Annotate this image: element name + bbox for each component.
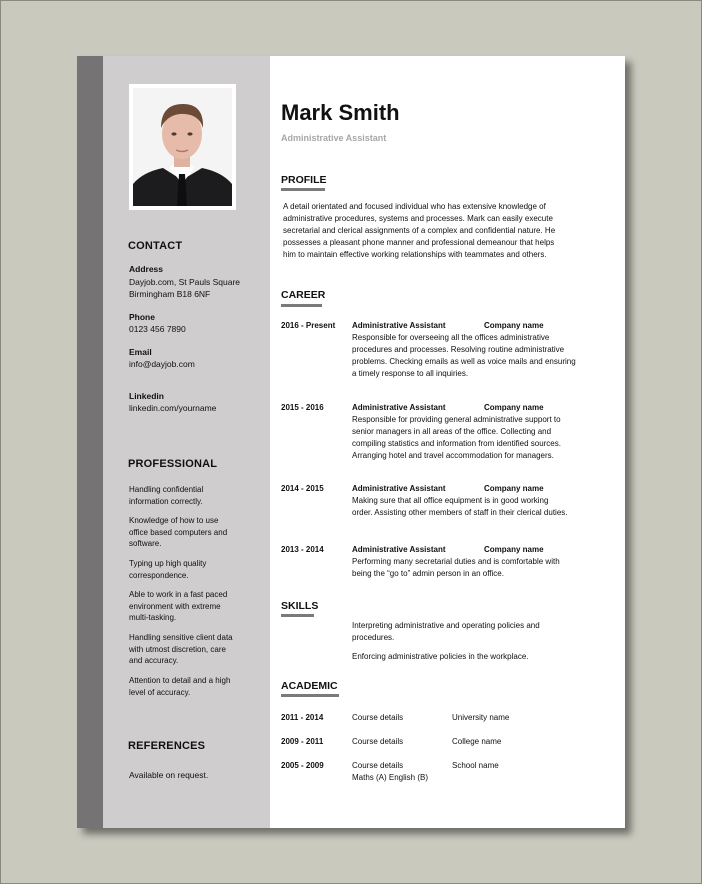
job-dates: 2013 - 2014 <box>281 545 324 554</box>
job-company: Company name <box>484 321 544 330</box>
job-company: Company name <box>484 403 544 412</box>
address-label: Address <box>129 264 164 274</box>
references-text: Available on request. <box>129 770 209 780</box>
profile-heading: PROFILE <box>281 174 327 186</box>
side-accent-bar <box>77 56 103 828</box>
profile-heading-underline <box>281 188 325 191</box>
professional-item: Able to work in a fast paced environment with extreme multi-tasking. <box>129 590 228 622</box>
academic-dates: 2011 - 2014 <box>281 713 324 722</box>
academic-heading-underline <box>281 694 339 697</box>
professional-item: Attention to detail and a high level of accuracy. <box>129 676 231 697</box>
institution-name: School name <box>452 761 499 770</box>
job-company: Company name <box>484 484 544 493</box>
address-line-2: Birmingham B18 6NF <box>129 289 211 299</box>
professional-item: Handling sensitive client data with utmost discretion, care and accuracy. <box>129 633 233 665</box>
candidate-name: Mark Smith <box>281 100 400 125</box>
institution-name: University name <box>452 713 510 722</box>
job-title: Administrative Assistant <box>352 545 446 554</box>
skills-heading: SKILLS <box>281 600 319 612</box>
career-heading: CAREER <box>281 289 326 301</box>
professional-item: Typing up high quality correspondence. <box>129 559 207 580</box>
professional-item: Handling confidential information correctly. <box>129 485 204 506</box>
job-description: Responsible for overseeing all the offices administrative procedures and processes. Resolving routine administrative problems. Checking emails as well as voice mails and ensuring a timely response to all inquiries. <box>352 333 576 378</box>
linkedin-label: Linkedin <box>129 391 164 401</box>
profile-photo <box>129 84 236 210</box>
contact-heading: CONTACT <box>128 240 183 252</box>
academic-heading: ACADEMIC <box>281 680 338 692</box>
course-details: Course details <box>352 737 404 746</box>
job-description: Responsible for providing general administrative support to senior managers in all areas of the office. Collecting and compiling statistics and information from identified sources. Arranging hotel and travel accommodation for managers. <box>352 415 561 460</box>
phone-label: Phone <box>129 312 155 322</box>
email-label: Email <box>129 347 152 357</box>
cv-page <box>77 56 625 828</box>
job-description: Performing many secretarial duties and is comfortable with being the “go to” admin person in an office. <box>352 557 560 578</box>
skill-item: Interpreting administrative and operating policies and procedures. <box>352 621 540 642</box>
job-dates: 2015 - 2016 <box>281 403 324 412</box>
professional-heading: PROFESSIONAL <box>128 458 218 470</box>
skill-item: Enforcing administrative policies in the workplace. <box>352 652 529 661</box>
professional-item: Knowledge of how to use office based computers and software. <box>129 516 228 548</box>
profile-text: A detail orientated and focused individual who has extensive knowledge of administrative procedures, systems and processes. Mark can easily execute secretarial and clerical assignments of a complex and confidential nature. He possesses a pleasant phone manner and professional demeanour that helps him to maintain effective working relationships with teammates and others. <box>283 202 556 259</box>
job-title: Administrative Assistant <box>352 321 446 330</box>
linkedin-link[interactable]: linkedin.com/yourname <box>129 403 217 413</box>
references-heading: REFERENCES <box>128 740 206 752</box>
course-details: Course details <box>352 761 404 770</box>
email-link[interactable]: info@dayjob.com <box>129 359 195 369</box>
course-details: Course details <box>352 713 404 722</box>
job-title: Administrative Assistant <box>352 484 446 493</box>
grades: Maths (A) English (B) <box>352 773 429 782</box>
skills-heading-underline <box>281 614 314 617</box>
job-dates: 2014 - 2015 <box>281 484 324 493</box>
address-line-1: Dayjob.com, St Pauls Square <box>129 277 241 287</box>
job-company: Company name <box>484 545 544 554</box>
candidate-role: Administrative Assistant <box>281 133 387 143</box>
job-title: Administrative Assistant <box>352 403 446 412</box>
job-dates: 2016 - Present <box>281 321 336 330</box>
person-portrait-icon <box>133 88 232 206</box>
academic-dates: 2005 - 2009 <box>281 761 324 770</box>
academic-dates: 2009 - 2011 <box>281 737 324 746</box>
career-heading-underline <box>281 304 322 307</box>
institution-name: College name <box>452 737 502 746</box>
phone-value: 0123 456 7890 <box>129 324 186 334</box>
job-description: Making sure that all office equipment is in good working order. Assisting other members of staff in their clerical duties. <box>352 496 568 517</box>
